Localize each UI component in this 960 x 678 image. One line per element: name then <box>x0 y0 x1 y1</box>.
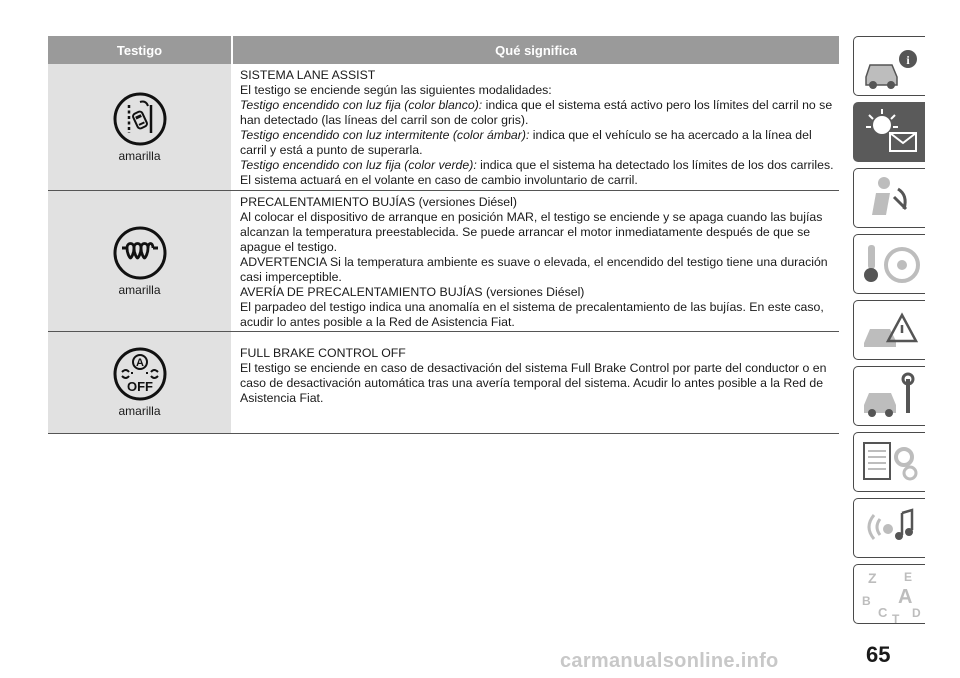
multimedia-icon <box>854 499 926 559</box>
description-line: Al colocar el dispositivo de arranque en posición MAR, el testigo se enciende y se apaga cuando las bujías alcanzan la temperatura preestablecida. Se puede arrancar el motor inmediatamente después de que se apague el testigo. <box>240 210 823 254</box>
tab-index[interactable] <box>853 564 925 624</box>
description-line: El testigo se enciende en caso de desactivación del sistema Full Brake Control por parte del conductor o en caso de desactivación automática tras una avería temporal del sistema. Acudir lo antes posible a la Red de Asistencia Fiat. <box>240 361 827 405</box>
description-line: PRECALENTAMIENTO BUJÍAS (versiones Diésel) <box>240 195 517 209</box>
warning-lights-table <box>48 36 839 434</box>
tab-car-info[interactable] <box>853 36 925 96</box>
description-line: ADVERTENCIA Si la temperatura ambiente es suave o elevada, el encendido del testigo tiene una duración casi imperceptible. <box>240 255 828 284</box>
svg-text:A: A <box>135 357 144 369</box>
tab-seats-airbags[interactable] <box>853 168 925 228</box>
header-que-significa: Qué significa <box>231 36 839 64</box>
description-line: AVERÍA DE PRECALENTAMIENTO BUJÍAS (versiones Diésel) <box>240 285 585 299</box>
specs-gears-icon <box>854 433 926 493</box>
icon-caption: amarilla <box>118 404 161 418</box>
car-info-icon <box>854 37 926 97</box>
warning-light-message-icon <box>854 103 926 163</box>
description-line: SISTEMA LANE ASSIST <box>240 68 376 82</box>
header-testigo: Testigo <box>116 42 163 58</box>
accident-warning-icon <box>854 301 926 361</box>
svg-text:A: A <box>898 586 913 608</box>
description-line: Testigo encendido con luz intermitente (color ámbar): indica que el vehículo se ha acercado a la línea del carril y está a punto de superarla. <box>240 128 812 157</box>
description-line: Testigo encendido con luz fija (color verde): indica que el sistema ha detectado los límites de los dos carriles. El sistema actuará en el volante en caso de cambio involuntario de carril. <box>240 158 834 187</box>
tab-multimedia[interactable] <box>853 498 925 558</box>
icon-caption: amarilla <box>118 282 161 297</box>
tab-maintenance[interactable] <box>853 366 925 426</box>
lane-assist-icon <box>113 92 167 146</box>
car-wrench-icon <box>854 367 926 427</box>
svg-text:OFF: OFF <box>126 379 153 394</box>
full-brake-control-off-icon <box>113 347 167 401</box>
svg-text:D: D <box>912 606 921 620</box>
page-number: 65 <box>866 642 891 667</box>
key-steering-wheel-icon <box>854 235 926 295</box>
icon-cell <box>48 332 231 433</box>
icon-caption: amarilla <box>118 148 161 163</box>
description-cell <box>231 64 839 190</box>
description-line: El parpadeo del testigo indica una anomalía en el sistema de precalentamiento de las bujías. En este caso, acudir lo antes posible a la Red de Asistencia Fiat. <box>240 300 824 329</box>
svg-text:T: T <box>892 612 900 625</box>
icon-cell <box>48 64 231 190</box>
tab-technical-data[interactable] <box>853 432 925 492</box>
svg-text:E: E <box>904 570 913 584</box>
svg-text:B: B <box>862 594 871 608</box>
svg-text:Z: Z <box>868 570 877 586</box>
table-row <box>48 332 839 434</box>
tab-warning-lights[interactable] <box>853 102 925 162</box>
table-header <box>48 36 839 64</box>
seat-airbag-icon <box>854 169 926 229</box>
svg-text:i: i <box>906 53 910 67</box>
glow-plug-icon <box>113 226 167 280</box>
description-line: Testigo encendido con luz fija (color blanco): indica que el sistema está activo pero los límites del carril no se han detectado (las líneas del carril son de color gris). <box>240 98 833 127</box>
description-cell <box>231 332 839 433</box>
description-line: FULL BRAKE CONTROL OFF <box>240 346 406 360</box>
alphabetical-index-icon <box>854 565 926 625</box>
description-cell <box>231 191 839 331</box>
table-row <box>48 191 839 332</box>
table-row <box>48 64 839 191</box>
icon-cell <box>48 191 231 331</box>
tab-starting-driving[interactable] <box>853 234 925 294</box>
watermark: carmanualsonline.info <box>560 650 779 672</box>
tab-emergency[interactable] <box>853 300 925 360</box>
description-line: El testigo se enciende según las siguientes modalidades: <box>240 83 552 97</box>
svg-text:C: C <box>878 605 888 620</box>
